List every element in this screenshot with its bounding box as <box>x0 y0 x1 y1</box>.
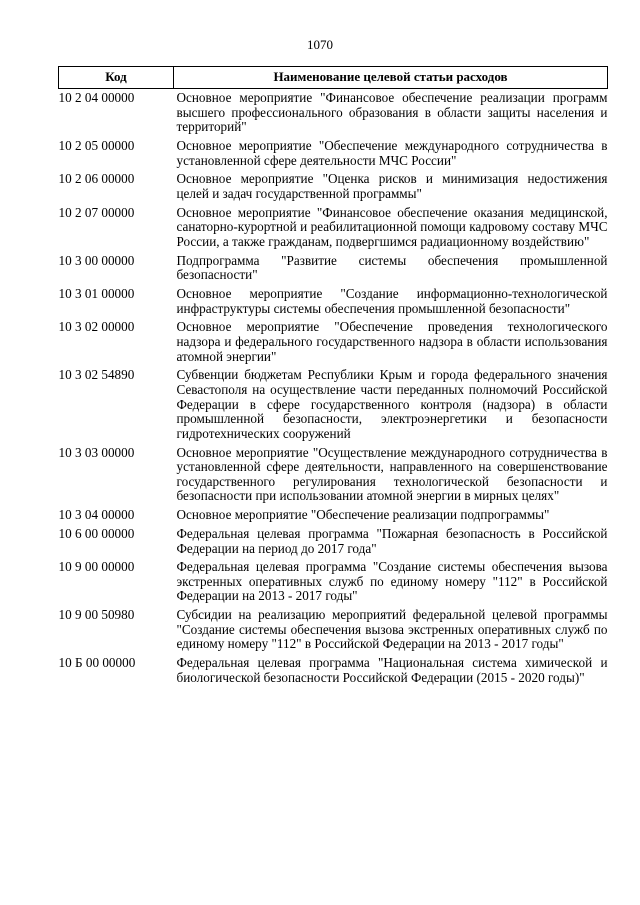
table-row <box>59 656 608 689</box>
header-code: Код <box>59 67 174 89</box>
row-code: 10 2 06 00000 <box>58 171 135 187</box>
table-row <box>59 254 608 287</box>
row-code: 10 3 01 00000 <box>58 286 135 302</box>
table-row <box>59 527 608 560</box>
table-row <box>59 508 608 527</box>
table-row <box>59 287 608 320</box>
table-row <box>59 560 608 608</box>
table-row <box>59 368 608 445</box>
row-name: Основное мероприятие "Обеспечение реализации подпрограммы" <box>176 507 550 523</box>
row-code: 10 2 05 00000 <box>58 137 135 153</box>
row-code: 10 9 00 00000 <box>58 559 135 575</box>
row-name: Основное мероприятие "Финансовое обеспечение реализации программ высшего профессионального образования в области защиты населения и территорий" <box>176 90 608 135</box>
table-row <box>59 172 608 205</box>
row-name: Основное мероприятие "Создание информационно-технологической инфраструктуры системы обеспечения промышленной безопасности" <box>176 286 608 316</box>
budget-items-table <box>58 66 608 690</box>
table-row <box>59 206 608 254</box>
table-row <box>59 89 608 139</box>
row-code: 10 3 02 00000 <box>58 319 135 335</box>
row-name: Основное мероприятие "Оценка рисков и минимизация недостижения целей и задач государственной программы" <box>176 171 608 201</box>
row-name: Основное мероприятие "Обеспечение проведения технологического надзора и федерального государственного надзора в области использования атомной энергии" <box>176 319 608 364</box>
table-header-row <box>59 67 608 89</box>
row-name: Подпрограмма "Развитие системы обеспечения промышленной безопасности" <box>176 252 608 283</box>
table-row <box>59 320 608 368</box>
table-row <box>59 139 608 172</box>
row-name: Основное мероприятие "Обеспечение международного сотрудничества в установленной сфере деятельности МЧС России" <box>176 137 608 168</box>
row-code: 10 2 07 00000 <box>58 204 135 220</box>
row-name: Основное мероприятие "Осуществление международного сотрудничества в установленной сфере деятельности, направленного на совершенствование государственного регулирования технологической безопасности и безопасности при использовании атомной энергии в мирных целях" <box>176 444 608 504</box>
table-row <box>59 608 608 656</box>
row-name: Федеральная целевая программа "Создание системы обеспечения вызова экстренных оперативных служб по единому номеру "112" в Российской Федерации на 2013 - 2017 годы" <box>176 559 608 604</box>
row-code: 10 9 00 50980 <box>58 607 135 623</box>
row-code: 10 3 03 00000 <box>58 444 135 460</box>
row-name: Основное мероприятие "Финансовое обеспечение оказания медицинской, санаторно-курортной и реабилитационной помощи кадровому составу МЧС России, а также гражданам, подвергшимся радиационному воздействию" <box>176 204 608 249</box>
row-code: 10 6 00 00000 <box>58 525 135 541</box>
row-code: 10 2 04 00000 <box>58 90 135 105</box>
header-name: Наименование целевой статьи расходов <box>174 67 608 89</box>
row-code: 10 3 04 00000 <box>58 507 135 523</box>
page-number: 1070 <box>307 37 333 52</box>
row-code: 10 3 02 54890 <box>58 367 135 383</box>
table-row <box>59 446 608 509</box>
row-name: Федеральная целевая программа "Национальная система химической и биологической безопасности Российской Федерации (2015 - 2020 годы)" <box>176 655 608 685</box>
row-code: 10 3 00 00000 <box>58 252 135 268</box>
row-name: Субсидии на реализацию мероприятий федеральной целевой программы "Создание системы обеспечения вызова экстренных оперативных служб по единому номеру "112" в Российской Федерации на 2013 - 2017 годы" <box>176 607 608 652</box>
row-name: Субвенции бюджетам Республики Крым и города федерального значения Севастополя на осуществление части переданных полномочий Российской Федерации в сфере государственного контроля (надзора) в области промышленной безопасности, электроэнергетики и безопасности гидротехнических сооружений <box>176 367 608 441</box>
row-code: 10 Б 00 00000 <box>58 655 136 671</box>
row-name: Федеральная целевая программа "Пожарная безопасность в Российской Федерации на период до 2017 года" <box>176 525 608 556</box>
